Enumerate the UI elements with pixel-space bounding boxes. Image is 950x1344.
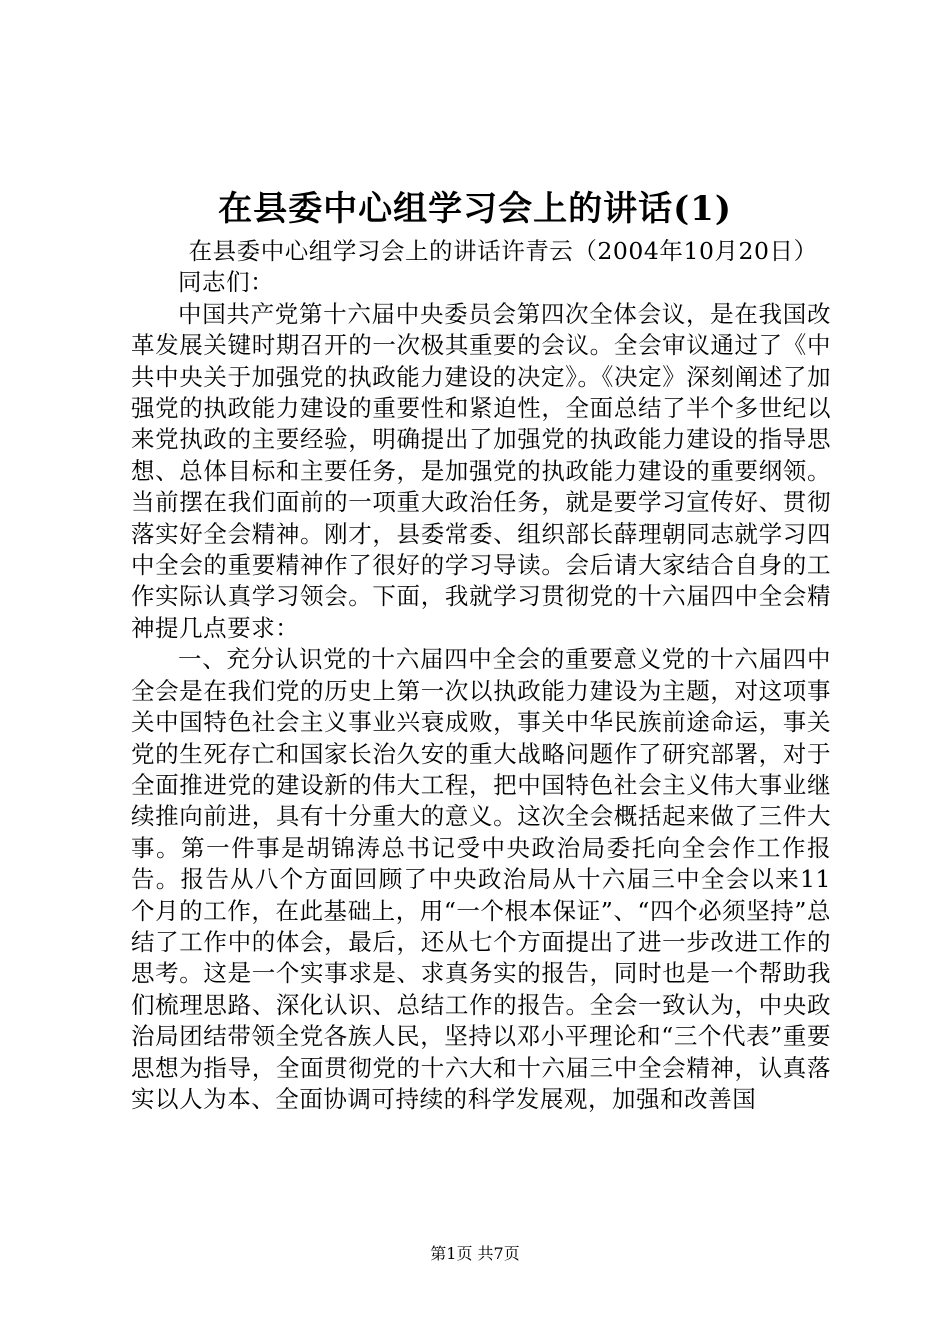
document-body [131, 236, 831, 1115]
body-paragraph: 中国共产党第十六届中央委员会第四次全体会议，是在我国改革发展关键时期召开的一次极其重要的会议。全会审议通过了《中共中央关于加强党的执政能力建设的决定》。《决定》深刻阐述了加强党的执政能力建设的重要性和紧迫性，全面总结了半个多世纪以来党执政的主要经验，明确提出了加强党的执政能力建设的指导思想、总体目标和主要任务，是加强党的执政能力建设的重要纲领。当前摆在我们面前的一项重大政治任务，就是要学习宣传好、贯彻落实好全会精神。刚才，县委常委、组织部长薛理朝同志就学习四中全会的重要精神作了很好的学习导读。会后请大家结合自身的工作实际认真学习领会。下面，我就学习贯彻党的十六届四中全会精神提几点要求： [131, 299, 831, 642]
speech-subtitle: 在县委中心组学习会上的讲话许青云（2004年10月20日） [188, 237, 818, 265]
body-paragraph: 一、充分认识党的十六届四中全会的重要意义党的十六届四中全会是在我们党的历史上第一次以执政能力建设为主题，对这项事关中国特色社会主义事业兴衰成败，事关中华民族前途命运，事关党的生死存亡和国家长治久安的重大战略问题作了研究部署，对于全面推进党的建设新的伟大工程，把中国特色社会主义伟大事业继续推向前进，具有十分重大的意义。这次全会概括起来做了三件大事。第一件事是胡锦涛总书记受中央政治局委托向全会作工作报告。报告从八个方面回顾了中央政治局从十六届三中全会以来11个月的工作，在此基础上，用“一个根本保证”、“四个必须坚持”总结了工作中的体会，最后，还从七个方面提出了进一步改进工作的思考。这是一个实事求是、求真务实的报告，同时也是一个帮助我们梳理思路、深化认识、总结工作的报告。全会一致认为，中央政治局团结带领全党各族人民，坚持以邓小平理论和“三个代表”重要思想为指导，全面贯彻党的十六大和十六届三中全会精神，认真落实以人为本、全面协调可持续的科学发展观，加强和改善国 [131, 645, 831, 1113]
document-title: 在县委中心组学习会上的讲话(1) [218, 189, 732, 229]
page-number-footer: 第1页 共7页 [430, 1244, 520, 1263]
salutation: 同志们： [178, 268, 275, 297]
